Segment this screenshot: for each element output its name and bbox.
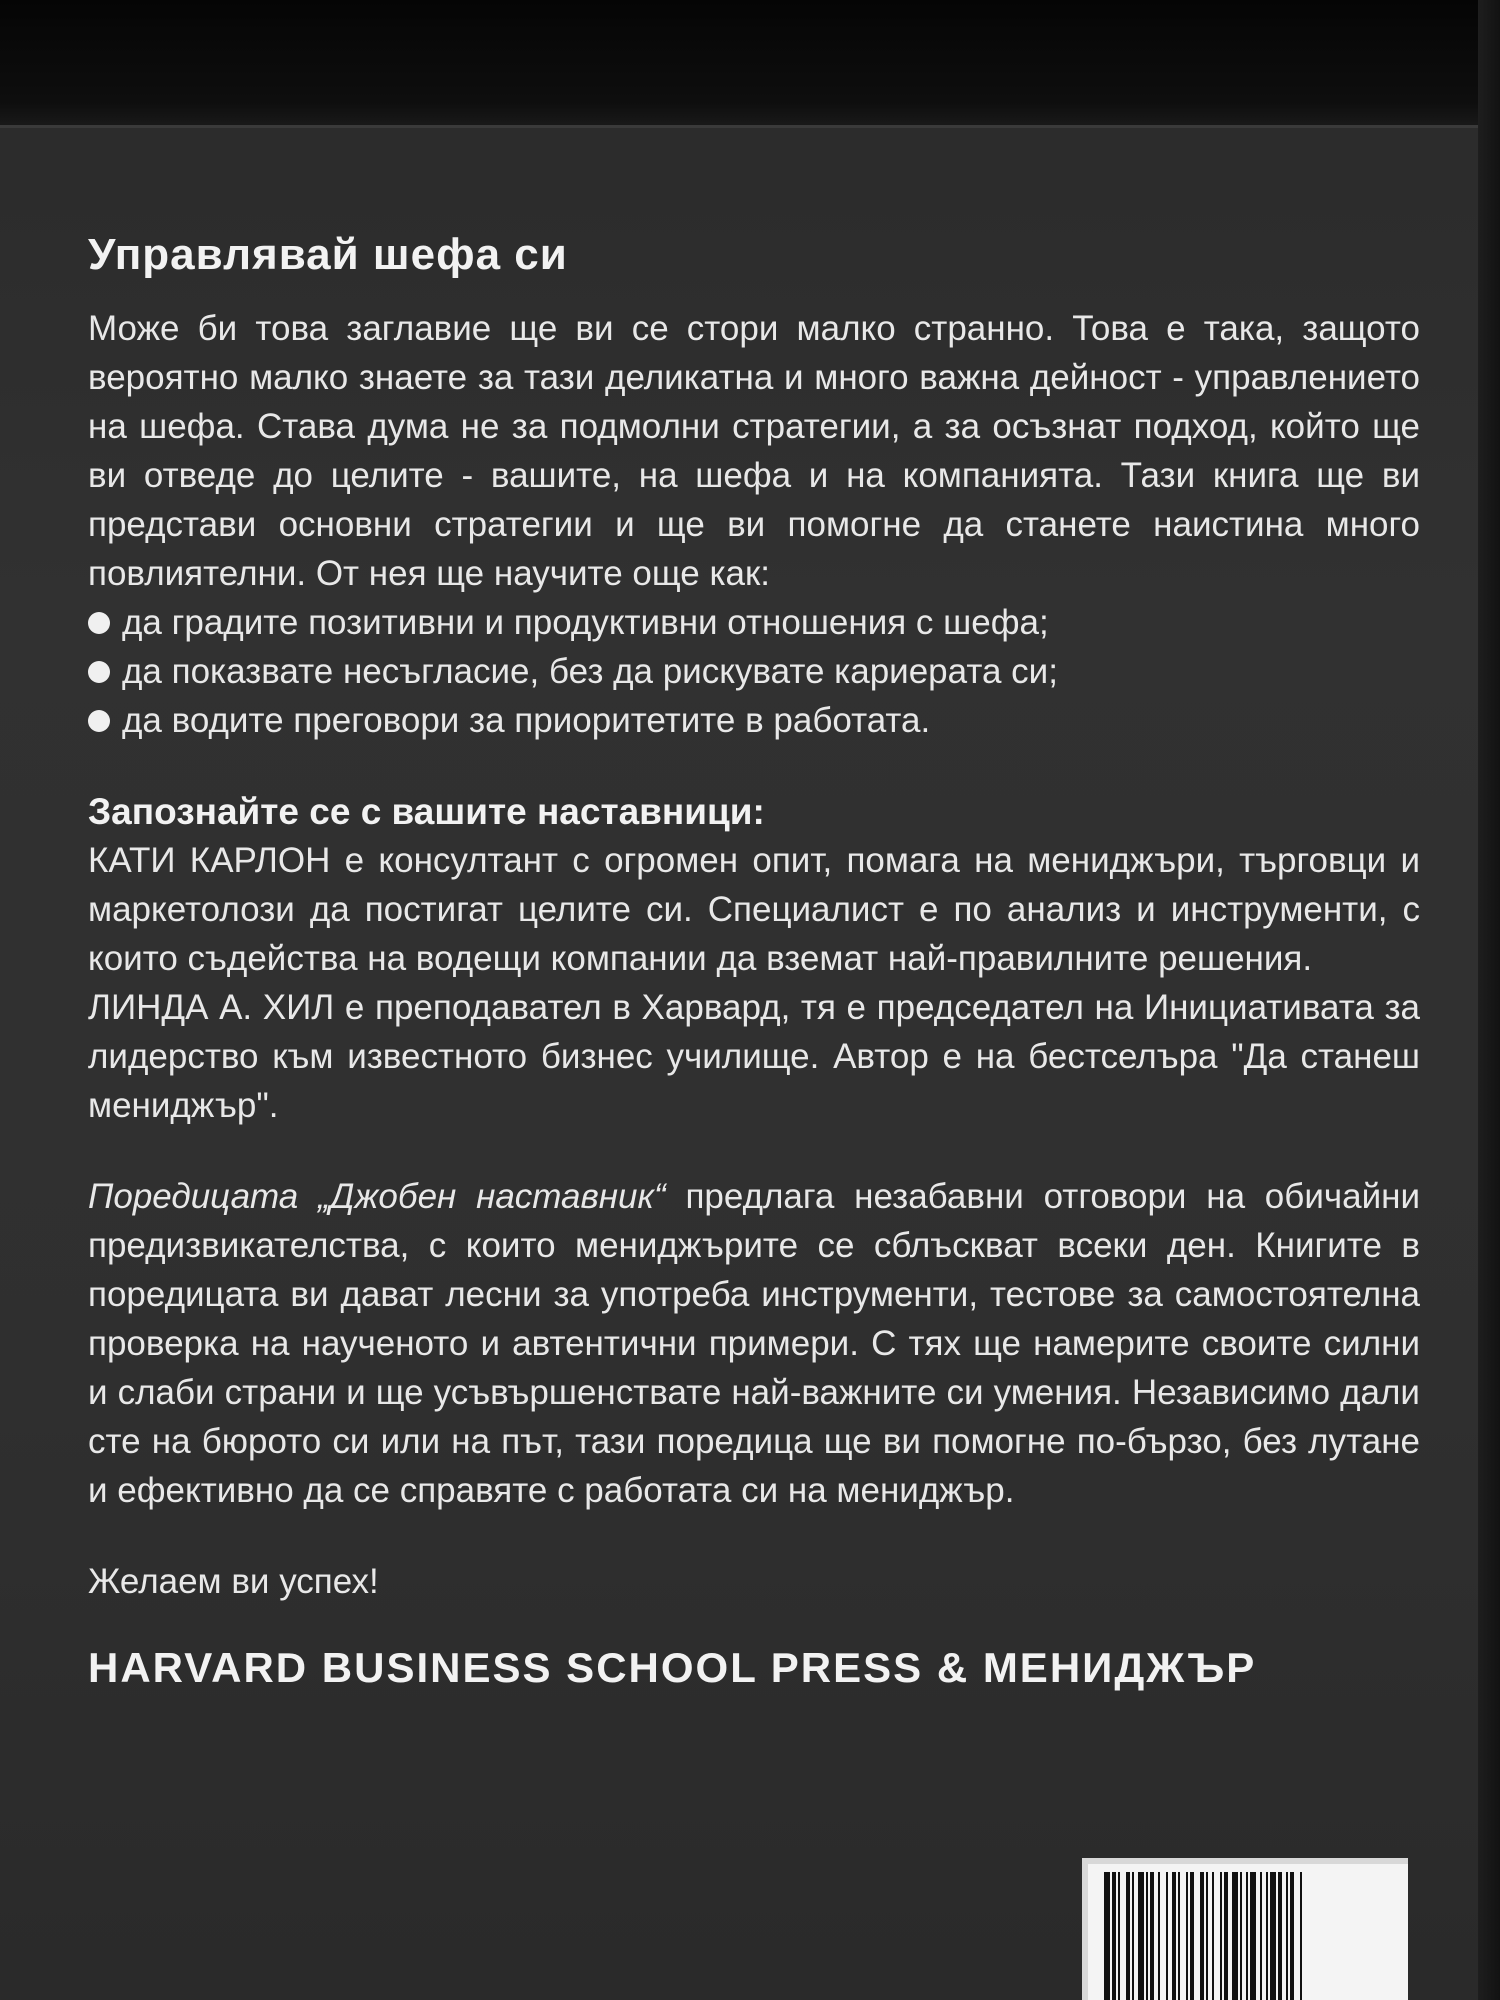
barcode-bar <box>1240 1872 1242 2000</box>
barcode-bar <box>1178 1872 1180 2000</box>
benefits-list <box>88 598 1420 745</box>
cover-text-block <box>88 228 1420 1694</box>
list-item-text: да показвате несъгласие, без да рискувате кариерата си; <box>122 652 1058 691</box>
barcode-bar <box>1158 1872 1160 2000</box>
barcode-bar <box>1172 1872 1176 2000</box>
series-paragraph <box>88 1172 1420 1515</box>
barcode-bar <box>1266 1872 1268 2000</box>
list-item-text: да градите позитивни и продуктивни отношения с шефа; <box>122 603 1049 642</box>
barcode-bars-icon <box>1102 1872 1402 2000</box>
spacer <box>88 1130 1420 1172</box>
publisher-name: HARVARD BUSINESS SCHOOL PRESS & МЕНИДЖЪР <box>88 1644 1257 1691</box>
barcode-bar <box>1270 1872 1276 2000</box>
barcode-bar <box>1112 1872 1116 2000</box>
closing-wish: Желаем ви успех! <box>88 1562 379 1601</box>
barcode-bar <box>1206 1872 1208 2000</box>
barcode-bar <box>1220 1872 1222 2000</box>
bullet-icon <box>88 612 110 634</box>
bullet-icon <box>88 661 110 683</box>
barcode-bar <box>1260 1872 1262 2000</box>
barcode-bar <box>1278 1872 1282 2000</box>
barcode-bar <box>1126 1872 1130 2000</box>
cover-right-edge <box>1478 0 1500 2000</box>
barcode-bar <box>1246 1872 1248 2000</box>
barcode-bar <box>1104 1872 1110 2000</box>
intro-paragraph: Може би това заглавие ще ви се стори малко странно. Това е така, защото вероятно малко знаете за тази деликатна и много важна дейност - управлението на шефа. Става дума не за подмолни стратегии, а за осъзнат подход, който ще ви отведе до целите - вашите, на шефа и на компанията. Тази книга ще ви представи основни стратегии и ще ви помогне да станете наистина много повлиятелни. От нея ще научите още как: <box>88 309 1420 593</box>
barcode-bar <box>1300 1872 1302 2000</box>
barcode <box>1082 1858 1408 2000</box>
spacer <box>88 1515 1420 1557</box>
top-dark-strip <box>0 0 1500 128</box>
barcode-bar <box>1250 1872 1256 2000</box>
barcode-bar <box>1186 1872 1188 2000</box>
barcode-bar <box>1150 1872 1154 2000</box>
bullet-icon <box>88 710 110 732</box>
barcode-bar <box>1232 1872 1238 2000</box>
barcode-bar <box>1190 1872 1194 2000</box>
book-title: Управлявай шефа си <box>88 230 568 279</box>
barcode-bar <box>1212 1872 1214 2000</box>
mentors-heading: Запознайте се с вашите наставници: <box>88 791 765 832</box>
list-item-text: да водите преговори за приоритетите в работата. <box>122 701 931 740</box>
list-item <box>88 647 1420 696</box>
list-item <box>88 598 1420 647</box>
barcode-bar <box>1290 1872 1294 2000</box>
mentor-bio-carlon: КАТИ КАРЛОН е консултант с огромен опит, помага на мениджъри, търговци и маркетолози да постигат целите си. Специалист е по анализ и инструменти, с които съдейства на водещи компании да вземат най-правилните решения. <box>88 841 1420 978</box>
series-name: Поредицата „Джобен наставник“ <box>88 1177 666 1216</box>
barcode-bar <box>1118 1872 1120 2000</box>
mentor-bio-hill: ЛИНДА А. ХИЛ е преподавател в Харвард, тя е председател на Инициативата за лидерство към известното бизнес училище. Автор е на бестселъра "Да станеш мениджър". <box>88 988 1420 1125</box>
barcode-bar <box>1200 1872 1204 2000</box>
barcode-bar <box>1132 1872 1134 2000</box>
barcode-bar <box>1224 1872 1228 2000</box>
barcode-bar <box>1166 1872 1168 2000</box>
series-description: предлага незабавни отговори на обичайни предизвикателства, с които мениджърите се сблъскват всеки ден. Книгите в поредицата ви дават лесни за употреба инструменти, тестове за самостоятелна проверка на наученото и автентични примери. С тях ще намерите своите силни и слаби страни и ще усъвършенствате най-важните си умения. Независимо дали сте на бюрото си или на път, тази поредица ще ви помогне по-бързо, без лутане и ефективно да се справяте с работата си на мениджър. <box>88 1177 1420 1510</box>
barcode-bar <box>1286 1872 1288 2000</box>
barcode-bar <box>1146 1872 1148 2000</box>
barcode-bar <box>1138 1872 1144 2000</box>
list-item <box>88 696 1420 745</box>
